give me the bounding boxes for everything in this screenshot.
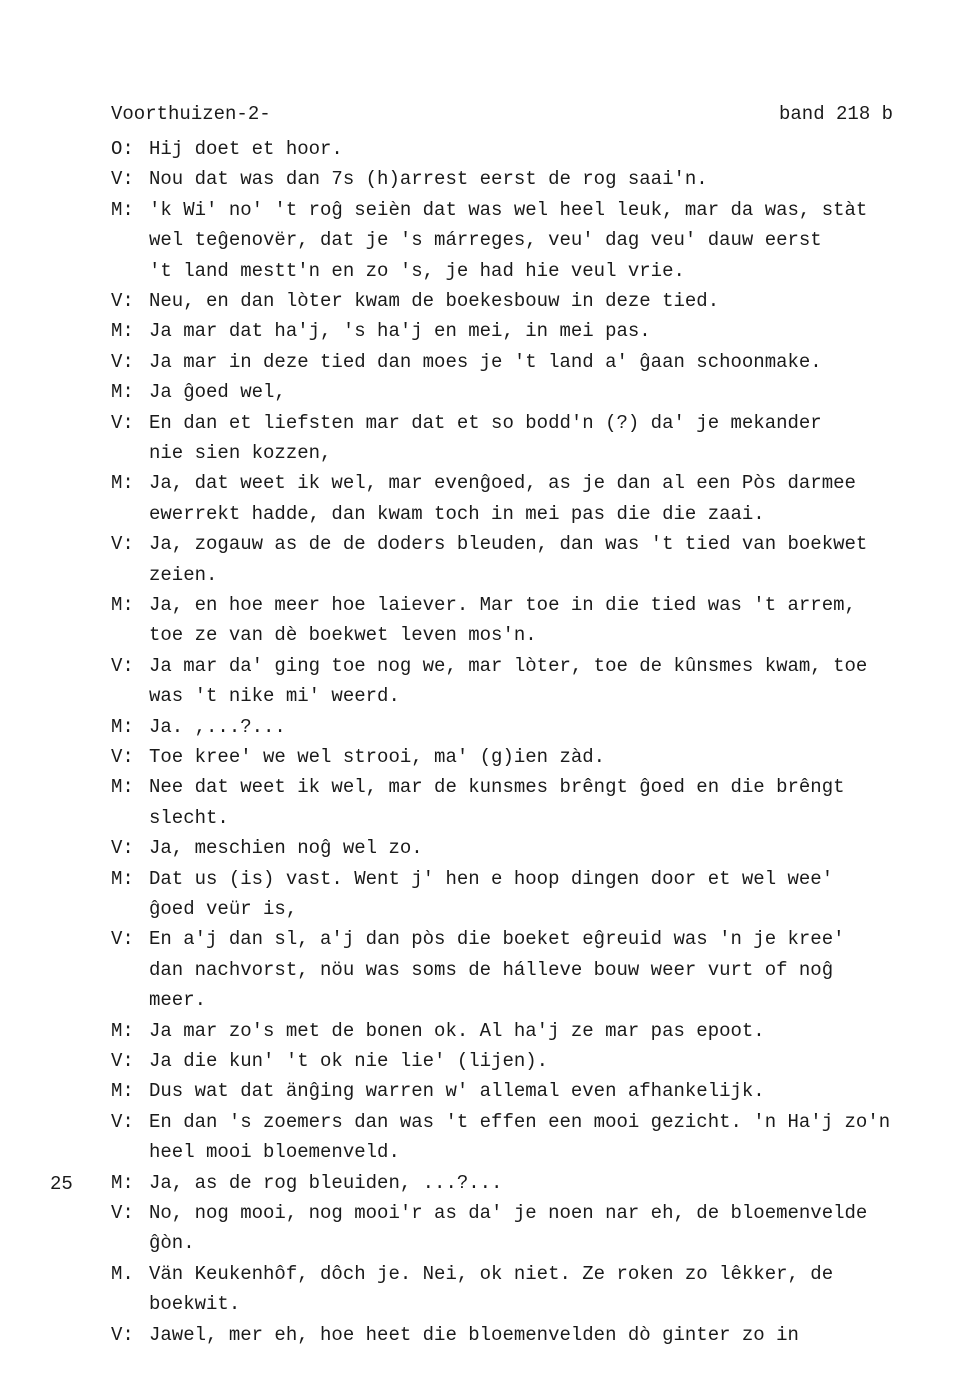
utterance-line: En a'j dan sl, a'j dan pòs die boeket eĝreuid was 'n je kree' [149, 928, 845, 951]
speaker-label: V: [111, 1050, 134, 1072]
utterance-line: wel teĝenovër, dat je 's márreges, veu' dag veu' dauw eerst [149, 229, 822, 252]
utterance-line: Nee dat weet ik wel, mar de kunsmes brêngt ĝoed en die brêngt [149, 776, 845, 799]
speaker-label: V: [111, 1110, 134, 1133]
utterance-line: Ja mar dat ha'j, 's ha'j en mei, in mei pas. [149, 320, 651, 343]
speaker-label: V: [111, 168, 134, 191]
utterance-line: No, nog mooi, nog mooi'r as da' je noen nar eh, de bloemenvelde [149, 1202, 868, 1224]
utterance-line: Ja die kun' 't ok nie lie' (lijen). [149, 1050, 549, 1072]
utterance-line: heel mooi bloemenveld. [149, 1141, 400, 1164]
speaker-label: M: [111, 472, 134, 495]
utterance-line: toe ze van dè boekwet leven mos'n. [149, 624, 537, 647]
utterance-line: 'k Wi' no' 't roĝ seièn dat was wel heel leuk, mar da was, stàt [149, 198, 868, 221]
utterance-line: meer. [149, 989, 207, 1012]
utterance-line: Dat us (is) vast. Went j' hen e hoop dingen door et wel wee' [149, 867, 834, 890]
utterance-line: Ja mar zo's met de bonen ok. Al ha'j ze mar pas epoot. [149, 1019, 765, 1042]
speaker-label: M: [111, 1019, 134, 1042]
header-tape-number: band 218 b [779, 103, 894, 125]
utterance-line: Ja. ,...?... [149, 715, 286, 738]
utterance-line: ĝòn. [149, 1232, 195, 1255]
speaker-label: V: [111, 1202, 134, 1224]
speaker-label: V: [111, 837, 134, 860]
utterance-line: Ja ĝoed wel, [149, 381, 286, 404]
speaker-label: V: [111, 928, 134, 951]
speaker-label: V: [111, 533, 134, 556]
utterance-line: Dus wat dat änĝing warren w' allemal even afhankelijk. [149, 1080, 765, 1103]
speaker-label: O: [111, 138, 134, 160]
speaker-label: V: [111, 350, 134, 373]
utterance-line: zeien. [149, 563, 218, 586]
speaker-label: M: [111, 594, 134, 616]
speaker-label: V: [111, 746, 134, 768]
utterance-line: Ja, zogauw as de de doders bleuden, dan was 't tied van boekwet [149, 533, 868, 556]
utterance-line: Ja, as de rog bleuiden, ...?... [149, 1171, 503, 1194]
utterance-line: Neu, en dan lòter kwam de boekesbouw in deze tied. [149, 290, 720, 312]
utterance-line: Nou dat was dan 7s (h)arrest eerst de rog saai'n. [149, 168, 708, 191]
utterance-line: Ja mar da' ging toe nog we, mar lòter, toe de kûnsmes kwam, toe [149, 654, 868, 677]
utterance-line: Vän Keukenhôf, dôch je. Nei, ok niet. Ze roken zo lêkker, de [149, 1262, 834, 1285]
speaker-label: M: [111, 776, 134, 799]
utterance-line: En dan 's zoemers dan was 't effen een mooi gezicht. 'n Ha'j zo'n [149, 1110, 891, 1133]
utterance-line: Hij doet et hoor. [149, 138, 343, 160]
utterance-line: nie sien kozzen, [149, 442, 332, 464]
margin-line-number: 25 [50, 1172, 73, 1195]
utterance-line: Ja, meschien noĝ wel zo. [149, 837, 423, 860]
speaker-label: M: [111, 381, 134, 404]
utterance-line: Toe kree' we wel strooi, ma' (g)ien zàd. [149, 746, 606, 768]
speaker-label: M: [111, 1171, 134, 1194]
utterance-line: dan nachvorst, nöu was soms de hálleve bouw weer vurt of noĝ [149, 958, 834, 981]
utterance-line: Ja mar in deze tied dan moes je 't land a' ĝaan schoonmake. [149, 350, 822, 373]
speaker-label: V: [111, 290, 134, 312]
speaker-label: M. [111, 1262, 134, 1285]
speaker-label: V: [111, 411, 134, 434]
utterance-line: ĝoed veür is, [149, 898, 298, 920]
utterance-line: slecht. [149, 806, 229, 829]
utterance-line: ewerrekt hadde, dan kwam toch in mei pas die die zaai. [149, 502, 765, 525]
utterance-line: was 't nike mi' weerd. [149, 685, 400, 708]
speaker-label: V: [111, 1323, 134, 1346]
speaker-label: M: [111, 198, 134, 221]
header-place: Voorthuizen-2- [111, 103, 271, 125]
speaker-label: V: [111, 654, 134, 677]
utterance-line: boekwit. [149, 1293, 241, 1316]
utterance-line: En dan et liefsten mar dat et so bodd'n (?) da' je mekander [149, 411, 822, 434]
speaker-label: M: [111, 715, 134, 738]
speaker-label: M: [111, 320, 134, 343]
utterance-line: 't land mestt'n en zo 's, je had hie veul vrie. [149, 259, 685, 282]
utterance-line: Ja, en hoe meer hoe laiever. Mar toe in die tied was 't arrem, [149, 594, 856, 616]
speaker-label: M: [111, 867, 134, 890]
utterance-line: Jawel, mer eh, hoe heet die bloemenvelden dò ginter zo in [149, 1323, 799, 1346]
utterance-line: Ja, dat weet ik wel, mar evenĝoed, as je dan al een Pòs darmee [149, 472, 856, 495]
speaker-label: M: [111, 1080, 134, 1103]
